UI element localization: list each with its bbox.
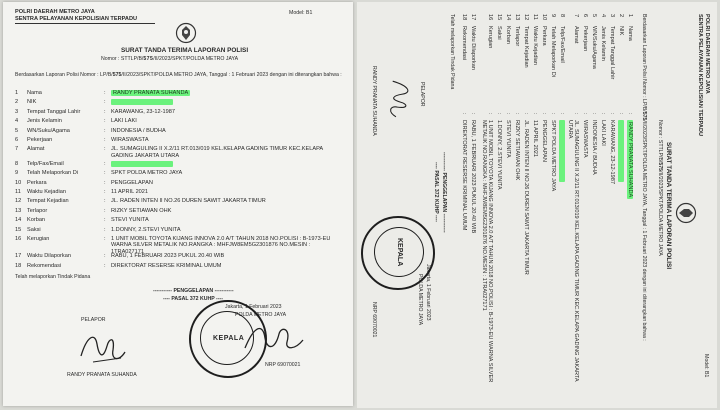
field-value: 11 APRIL 2021 <box>111 189 149 195</box>
copy-police-emblem-icon <box>675 202 697 224</box>
copy-field-colon: : <box>591 113 597 115</box>
copy-field-colon: : <box>573 113 579 115</box>
copy-agency-line1: POLRI DAERAH METRO JAYA <box>704 14 710 94</box>
field-value: 1.DONNY, 2.STEVI YUNITA <box>111 226 181 233</box>
field-colon: : <box>104 108 106 115</box>
office-name: POLDA METRO JAYA <box>235 312 287 318</box>
copy-field-number: 8 <box>559 14 565 18</box>
field-value: LAKI LAKI <box>111 118 137 125</box>
copy-field-value: PENGGELAPAN <box>541 120 547 162</box>
copy-field-number: 15 <box>496 14 502 21</box>
copy-field-number: 12 <box>523 14 529 21</box>
copy-intro-text <box>641 14 647 404</box>
field-number: 4 <box>15 118 19 125</box>
field-number: 6 <box>15 137 19 143</box>
copy-field-label: Terlapor <box>514 26 520 47</box>
copy-field-value: DIREKTORAT RESERSE KRIMINAL UMUM <box>461 120 467 231</box>
field-label: Kerugian <box>27 236 50 242</box>
field-colon: : <box>104 160 106 167</box>
copy-field-number: 13 <box>514 14 520 21</box>
field-colon: : <box>104 137 106 143</box>
copy-number-prefix: Nomor : STTLP/B/ <box>657 120 663 163</box>
copy-intro-redacted: 575 <box>641 111 647 121</box>
copy-field-colon: : <box>532 113 538 115</box>
pelapor-name: RANDY PRANATA SUHANDA <box>67 372 137 378</box>
report-page-front <box>3 2 353 406</box>
copy-field-value: 1.DONNY, 2.STEVI YUNITA <box>496 120 502 190</box>
footer-note: Telah melaporkan Tindak Pidana <box>15 274 91 280</box>
copy-stamp-text: KEPALA <box>396 238 403 267</box>
copy-field-value <box>557 120 565 182</box>
copy-field-number: 11 <box>532 14 538 20</box>
field-colon: : <box>104 189 106 195</box>
copy-field-label: Telp/Fax/Email <box>559 26 565 63</box>
copy-field-label: Tempat Tanggal Lahir <box>609 26 615 80</box>
field-number: 9 <box>15 170 19 177</box>
copy-field-value <box>627 120 633 199</box>
copy-field-number: 16 <box>487 14 493 21</box>
copy-pasal-line1: ----------- PENGGELAPAN ----------- <box>441 152 447 233</box>
copy-field-colon: : <box>514 113 520 115</box>
copy-document-title: SURAT TANDA TERIMA LAPORAN POLISI <box>665 142 672 270</box>
field-value: RABU, 1 FEBRUARI 2023 PUKUL 20.40 WIB <box>111 253 225 260</box>
copy-field-value <box>616 120 624 182</box>
police-emblem-icon <box>175 22 197 44</box>
number-prefix: Nomor : STTLP/B/ <box>101 56 144 62</box>
field-colon: : <box>104 146 106 153</box>
copy-field-colon: : <box>470 113 476 115</box>
copy-field-colon: : <box>523 113 529 115</box>
field-colon: : <box>104 217 106 224</box>
field-number: 11 <box>15 189 21 195</box>
copy-intro-suffix: /II/2023/SPKT/POLDA METRO JAYA, Tanggal : 1 Februari 2023 dengan ini diterangkan bahwa : <box>641 120 647 341</box>
copy-field-number: 5 <box>591 14 597 18</box>
copy-number-suffix: /II/2023/SPKT/POLDA METRO JAYA <box>657 171 663 256</box>
field-label: Alamat <box>27 146 45 153</box>
field-value: JL. SUMAGULING II X.2/11 RT.013/019 KEL.KELAPA GADING TIMUR KEC.KELAPA GADING JAKARTA UTARA <box>111 146 323 159</box>
copy-field-colon: : <box>541 113 547 115</box>
field-colon: : <box>104 198 106 205</box>
copy-field-label: Saksi <box>496 26 502 40</box>
intro-redacted: 575 <box>112 72 122 78</box>
copy-field-number: 3 <box>609 14 615 18</box>
copy-pasal-line2: ---- PASAL 372 KUHP ---- <box>433 162 439 222</box>
intro-suffix: /II/2023/SPKT/POLDA METRO JAYA, Tanggal : 1 Februari 2023 dengan ini diterangkan bahwa : <box>121 72 342 78</box>
field-value: KARAWANG, 23-12-1987 <box>111 108 175 115</box>
agency-line2: SENTRA PELAYANAN KEPOLISIAN TERPADU <box>15 16 138 22</box>
field-number: 2 <box>15 99 19 106</box>
field-number: 3 <box>15 108 19 115</box>
copy-field-number: 17 <box>470 14 476 21</box>
copy-field-number: 6 <box>582 14 588 18</box>
copy-intro-prefix: Berdasarkan Laporan Polisi Nomor : LP/B/ <box>641 14 647 112</box>
field-value <box>111 161 173 169</box>
field-number: 8 <box>15 160 19 167</box>
field-value: WIRASWASTA <box>111 137 149 143</box>
copy-field-colon: : <box>461 113 467 115</box>
copy-place-date: Jakarta, 1 Februari 2023 <box>425 264 431 321</box>
copy-field-colon: : <box>609 113 615 115</box>
report-page-copy-rotated <box>357 2 717 408</box>
copy-field-label: Korban <box>505 26 511 45</box>
copy-field-colon: : <box>496 113 502 115</box>
field-label: Telah Melaporkan Di <box>27 170 78 177</box>
field-colon: : <box>104 262 106 269</box>
field-label: Waktu Kejadian <box>27 189 66 195</box>
field-number: 10 <box>15 179 22 186</box>
field-colon: : <box>104 90 106 96</box>
field-label: Perkara <box>27 179 47 186</box>
copy-field-colon: : <box>618 113 624 115</box>
redaction-highlight <box>111 99 173 105</box>
field-value <box>111 90 190 96</box>
copy-field-label: Waktu Dilaporkan <box>470 26 476 70</box>
field-colon: : <box>104 226 106 233</box>
pasal-line2: ---- PASAL 372 KUHP ---- <box>163 296 223 302</box>
field-label: Nama <box>27 90 42 96</box>
copy-field-label: NIK <box>618 26 624 36</box>
field-value: INDONESIA / BUDHA <box>111 127 166 134</box>
field-number: 7 <box>15 146 19 153</box>
copy-field-label: Jenis Kelamin <box>600 26 606 61</box>
copy-field-value: 11 APRIL 2021 <box>532 120 538 158</box>
place-date: Jakarta, 1 Februari 2023 <box>225 304 282 310</box>
field-label: NIK <box>27 99 37 106</box>
copy-field-label: Waktu Kejadian <box>532 26 538 65</box>
field-value: JL. RADEN INTEN II NO.26 DUREN SAWIT JAKARTA TIMUR <box>111 198 266 205</box>
field-number: 18 <box>15 262 22 269</box>
copy-field-label: Tempat Kejadian <box>523 26 529 68</box>
copy-field-label: Perkara <box>541 26 547 46</box>
number-redacted: 575 <box>143 56 154 62</box>
copy-field-number: 1 <box>627 14 633 18</box>
copy-field-number: 18 <box>461 14 467 21</box>
field-number: 14 <box>15 217 22 224</box>
document-title: SURAT TANDA TERIMA LAPORAN POLISI <box>121 47 249 54</box>
copy-number-redacted: 575 <box>657 162 663 172</box>
field-number: 1 <box>15 90 19 96</box>
field-label: Saksi <box>27 226 41 233</box>
copy-document-number <box>657 120 663 256</box>
field-colon: : <box>104 236 106 242</box>
field-value: RIZKY SETIAWAN OHK <box>111 207 172 214</box>
field-label: Pekerjaan <box>27 137 53 143</box>
copy-field-number: 14 <box>505 14 511 21</box>
copy-field-number: 2 <box>618 14 624 18</box>
field-value: 1 UNIT MOBIL TOYOTA KIJANG INNOVA 2.0 A/T TAHUN 2018 NO.POLISI : B-1973-EU WARNA SILVER METALIK NO.RANGKA : MHFJW8EM5G2301876 NO.MESIN : 1TRA027171 <box>111 236 331 255</box>
field-colon: : <box>104 118 106 125</box>
agency-line1: POLRI DAERAH METRO JAYA <box>15 9 95 15</box>
field-colon: : <box>104 99 106 106</box>
field-number: 16 <box>15 236 22 242</box>
copy-field-colon: : <box>627 113 633 115</box>
copy-field-label: Kerugian <box>487 26 493 49</box>
copy-pelapor-signature-icon <box>383 74 417 124</box>
copy-field-value: RIZKY SETIAWAN OHK <box>514 120 520 181</box>
copy-field-value: KARAWANG, 23-12-1987 <box>609 120 615 184</box>
copy-field-number: 10 <box>541 14 547 21</box>
field-colon: : <box>104 179 106 186</box>
field-colon: : <box>104 207 106 214</box>
field-label: Tempat Kejadian <box>27 198 69 205</box>
field-label: Terlapor <box>27 207 48 214</box>
field-number: 15 <box>15 226 22 233</box>
copy-pelapor-label: PELAPOR <box>419 82 425 107</box>
field-label: Waktu Dilaporkan <box>27 253 71 260</box>
stamp-text: KEPALA <box>213 335 245 342</box>
copy-office-name: POLDA METRO JAYA <box>417 274 423 326</box>
copy-field-value: SPKT POLDA METRO JAYA <box>550 120 556 192</box>
copy-field-colon: : <box>582 113 588 115</box>
copy-officer-nrp: NRP 69070021 <box>371 302 377 338</box>
field-label: Tempat Tanggal Lahir <box>27 108 81 115</box>
copy-field-label: Alamat <box>573 26 579 44</box>
copy-field-label: WN/Suku/Agama <box>591 26 597 69</box>
copy-field-value: LAKI LAKI <box>600 120 606 146</box>
pasal-line1: ----------- PENGGELAPAN ----------- <box>153 288 234 294</box>
header-rule <box>15 23 155 24</box>
copy-field-label: Nama <box>627 26 633 41</box>
copy-agency-line2: SENTRA PELAYANAN KEPOLISIAN TERPADU <box>697 14 703 137</box>
field-value <box>111 99 173 107</box>
field-label: Telp/Fax/Email <box>27 160 64 167</box>
copy-pelapor-name: RANDY PRANATA SUHANDA <box>371 66 377 136</box>
field-colon: : <box>104 170 106 177</box>
copy-field-colon: : <box>487 113 493 115</box>
field-colon: : <box>104 127 106 134</box>
field-value: STEVI YUNITA <box>111 217 149 224</box>
copy-field-colon: : <box>505 113 511 115</box>
copy-redaction-highlight <box>618 120 624 182</box>
field-label: WN/Suku/Agama <box>27 127 70 134</box>
field-value: PENGGELAPAN <box>111 179 153 186</box>
field-value: SPKT POLDA METRO JAYA <box>111 170 183 177</box>
copy-field-label: Rekomendasi <box>461 26 467 61</box>
copy-field-colon: : <box>550 113 556 115</box>
field-number: 12 <box>15 198 22 205</box>
field-label: Jenis Kelamin <box>27 118 62 125</box>
intro-prefix: Berdasarkan Laporan Polisi Nomor : LP/B/ <box>15 72 113 78</box>
copy-footer-note: Telah melaporkan Tindak Pidana <box>449 14 455 90</box>
copy-field-value: 1 UNIT MOBIL TOYOTA KIJANG INNOVA 2.0 A/T TAHUN 2018 NO.POLISI : B-1973-EU WARNA SILVER METALIK NO.RANGKA : MHFJW8EM5G2301876 NO.MESIN : 1TRA027171 <box>480 120 493 383</box>
copy-field-colon: : <box>600 113 606 115</box>
field-label: Korban <box>27 217 46 224</box>
copy-official-stamp <box>361 216 435 290</box>
field-colon: : <box>104 253 106 260</box>
copy-field-label: Pekerjaan <box>582 26 588 52</box>
copy-field-number: 4 <box>600 14 606 18</box>
field-label: Rekomendasi <box>27 262 62 269</box>
redaction-highlight: RANDY PRANATA SUHANDA <box>113 90 189 96</box>
copy-field-value: RABU, 1 FEBRUARI 2023 PUKUL 20.40 WIB <box>470 120 476 234</box>
field-number: 17 <box>15 253 22 260</box>
officer-signature-icon <box>239 320 309 358</box>
copy-field-value: INDONESIA / BUDHA <box>591 120 597 175</box>
report-page-copy <box>357 2 717 408</box>
copy-field-value: WIRASWASTA <box>582 120 588 158</box>
copy-field-value: JL. RADEN INTEN II NO.26 DUREN SAWIT JAKARTA TIMUR <box>523 120 529 275</box>
copy-field-value: STEVI YUNITA <box>505 120 511 158</box>
field-number: 5 <box>15 127 19 134</box>
pelapor-label: PELAPOR <box>81 317 106 323</box>
document-number <box>101 56 238 62</box>
copy-model-code: Model: B1 <box>703 354 709 378</box>
copy-field-colon: : <box>559 113 565 115</box>
pelapor-signature-icon <box>73 326 133 368</box>
copy-redaction-highlight: RANDY PRANATA SUHANDA <box>627 122 633 198</box>
number-suffix: /II/2023/SPKT/POLDA METRO JAYA <box>153 56 239 62</box>
intro-text <box>15 72 350 78</box>
field-value: DIREKTORAT RESERSE KRIMINAL UMUM <box>111 262 222 269</box>
model-code: Model: B1 <box>289 10 313 16</box>
officer-nrp: NRP 69070021 <box>265 362 301 368</box>
copy-field-number: 9 <box>550 14 556 18</box>
copy-field-label: Telah Melaporkan Di <box>550 26 556 77</box>
copy-field-value: JL. SUMAGULING II X.2/11 RT.013/019 KEL.KELAPA GADING TIMUR KEC.KELAPA GADING JAKARTA UTARA <box>566 120 579 382</box>
redaction-highlight <box>111 161 173 167</box>
field-number: 13 <box>15 207 22 214</box>
copy-redaction-highlight <box>559 120 565 182</box>
copy-field-number: 7 <box>573 14 579 18</box>
